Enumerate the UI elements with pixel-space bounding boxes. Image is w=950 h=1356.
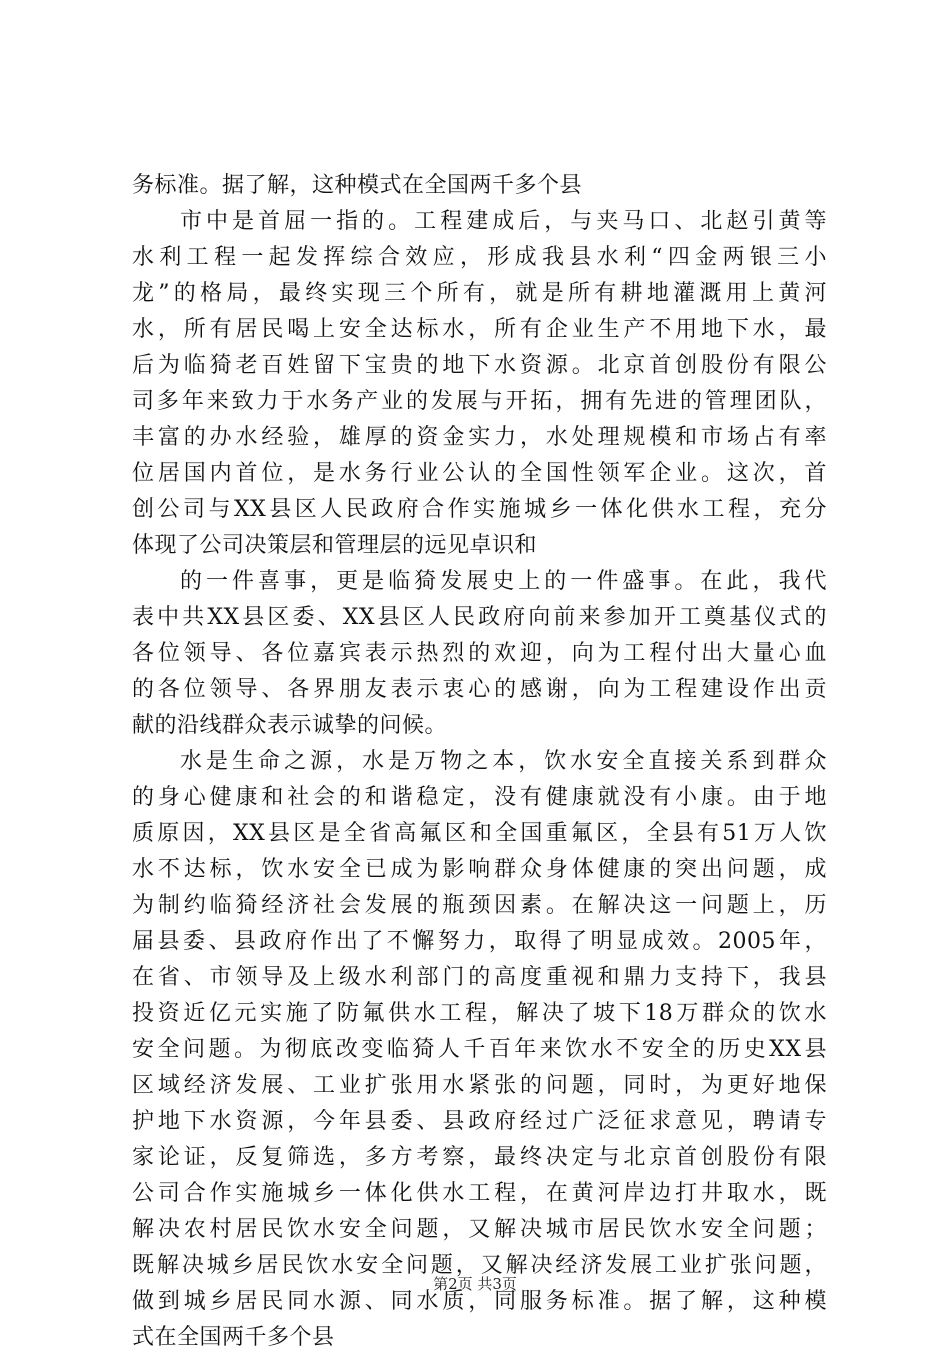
text-line: 各位领导、各位嘉宾表示热烈的欢迎，向为工程付出大量心血 [132, 641, 827, 666]
text-line: 区域经济发展、工业扩张用水紧张的问题，同时，为更好地保 [132, 1073, 827, 1098]
text-line: 做到城乡居民同水源、同水质，同服务标准。据了解，这种模 [132, 1289, 827, 1314]
text-line: 龙”的格局，最终实现三个所有，就是所有耕地灌溉用上黄河 [132, 281, 827, 306]
text-line: 家论证，反复筛选，多方考察，最终决定与北京首创股份有限 [132, 1145, 827, 1170]
text-line: 式在全国两千多个县 [132, 1325, 335, 1350]
text-line: 务标准。据了解，这种模式在全国两千多个县 [132, 173, 583, 198]
document-body [132, 168, 827, 1356]
text-line: 质原因，XX县区是全省高氟区和全国重氟区，全县有51万人饮 [132, 821, 827, 846]
text-line: 的身心健康和社会的和谐稳定，没有健康就没有小康。由于地 [132, 785, 827, 810]
text-line: 创公司与XX县区人民政府合作实施城乡一体化供水工程，充分 [132, 497, 827, 522]
text-line: 丰富的办水经验，雄厚的资金实力，水处理规模和市场占有率 [132, 425, 827, 450]
text-line: 司多年来致力于水务产业的发展与开拓，拥有先进的管理团队， [132, 389, 827, 414]
text-line: 届县委、县政府作出了不懈努力，取得了明显成效。2005年， [132, 929, 827, 954]
text-line: 水，所有居民喝上安全达标水，所有企业生产不用地下水，最 [132, 317, 827, 342]
text-line: 市中是首屈一指的。工程建成后，与夹马口、北赵引黄等 [180, 209, 827, 234]
text-line: 护地下水资源，今年县委、县政府经过广泛征求意见，聘请专 [132, 1109, 827, 1134]
text-line: 安全问题。为彻底改变临猗人千百年来饮水不安全的历史XX县 [132, 1037, 827, 1062]
text-line: 解决农村居民饮水安全问题，又解决城市居民饮水安全问题； [132, 1217, 827, 1242]
text-line: 水不达标，饮水安全已成为影响群众身体健康的突出问题，成 [132, 857, 827, 882]
text-line: 公司合作实施城乡一体化供水工程，在黄河岸边打井取水，既 [132, 1181, 827, 1206]
text-line: 水是生命之源，水是万物之本，饮水安全直接关系到群众 [180, 749, 827, 774]
text-line: 投资近亿元实施了防氟供水工程，解决了坡下18万群众的饮水 [132, 1001, 827, 1026]
text-line: 为制约临猗经济社会发展的瓶颈因素。在解决这一问题上，历 [132, 893, 827, 918]
text-line: 后为临猗老百姓留下宝贵的地下水资源。北京首创股份有限公 [132, 353, 827, 378]
text-line: 既解决城乡居民饮水安全问题，又解决经济发展工业扩张问题， [132, 1253, 827, 1278]
text-line: 体现了公司决策层和管理层的远见卓识和 [132, 533, 538, 558]
text-line: 献的沿线群众表示诚挚的问候。 [132, 713, 448, 738]
text-line: 在省、市领导及上级水利部门的高度重视和鼎力支持下，我县 [132, 965, 827, 990]
text-line: 位居国内首位，是水务行业公认的全国性领军企业。这次，首 [132, 461, 827, 486]
text-line: 的一件喜事，更是临猗发展史上的一件盛事。在此，我代 [180, 569, 827, 594]
text-line: 水利工程一起发挥综合效应，形成我县水利“四金两银三小 [132, 245, 827, 270]
text-line: 表中共XX县区委、XX县区人民政府向前来参加开工奠基仪式的 [132, 605, 827, 630]
text-line: 的各位领导、各界朋友表示衷心的感谢，向为工程建设作出贡 [132, 677, 827, 702]
page-footer: 第2页 共3页 [433, 1275, 517, 1293]
